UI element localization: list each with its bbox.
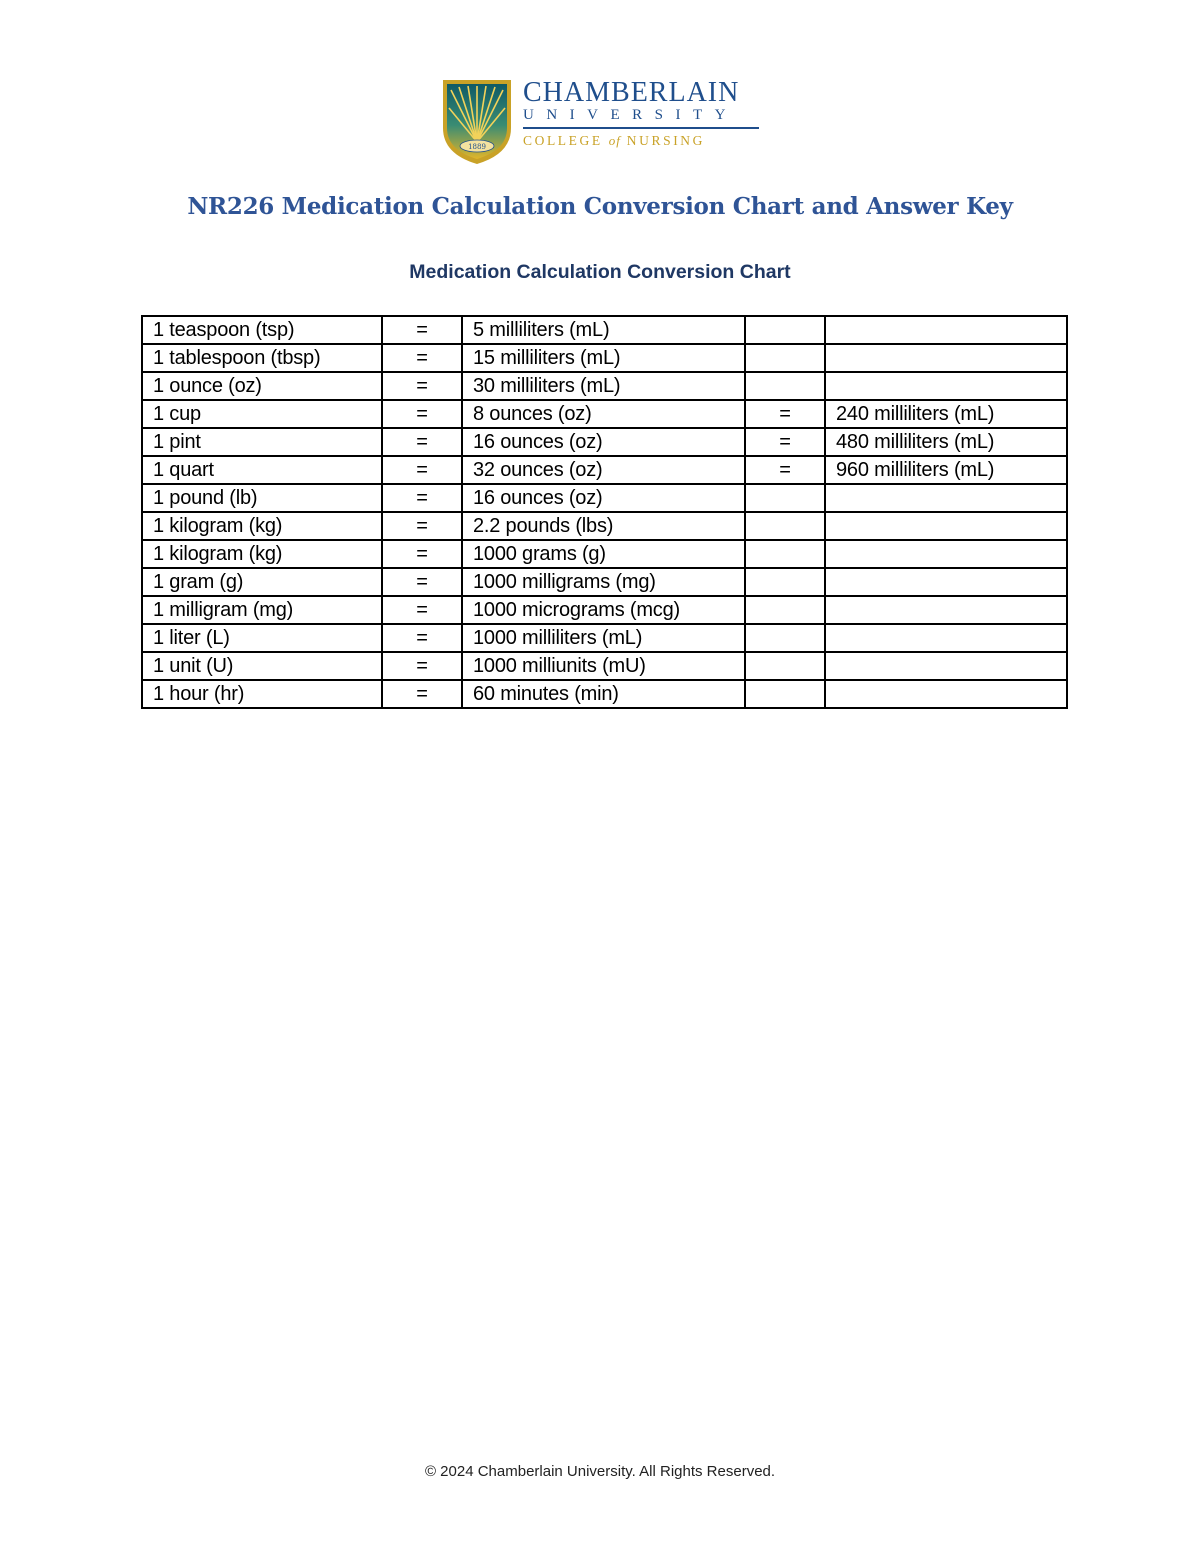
equals-cell: = [382,568,462,596]
equals-cell: = [382,624,462,652]
value-cell: 32 ounces (oz) [462,456,745,484]
equals-cell-2 [745,652,825,680]
value-cell: 1000 milliliters (mL) [462,624,745,652]
conversion-table-body [142,316,1067,708]
university-logo [441,78,761,168]
unit-cell: 1 milligram (mg) [142,596,382,624]
unit-cell: 1 kilogram (kg) [142,512,382,540]
equals-cell-2 [745,512,825,540]
value2-cell [825,680,1067,708]
table-row [142,512,1067,540]
value-cell: 2.2 pounds (lbs) [462,512,745,540]
equals-cell: = [382,400,462,428]
value-cell: 1000 micrograms (mcg) [462,596,745,624]
equals-cell: = [382,344,462,372]
shield-crest-icon [441,78,513,166]
table-row [142,596,1067,624]
value-cell: 60 minutes (min) [462,680,745,708]
value2-cell [825,316,1067,344]
equals-cell-2 [745,540,825,568]
logo-name: CHAMBERLAIN [523,77,740,108]
value-cell: 8 ounces (oz) [462,400,745,428]
table-row [142,316,1067,344]
footer-copyright: © 2024 Chamberlain University. All Rights Reserved. [424,1463,776,1480]
table-row [142,540,1067,568]
value-cell: 16 ounces (oz) [462,428,745,456]
equals-cell-2 [745,596,825,624]
unit-cell: 1 gram (g) [142,568,382,596]
value2-cell [825,652,1067,680]
equals-cell-2 [745,624,825,652]
table-row [142,344,1067,372]
value2-cell [825,484,1067,512]
table-row [142,484,1067,512]
value2-cell: 240 milliliters (mL) [825,400,1067,428]
unit-cell: 1 cup [142,400,382,428]
value2-cell [825,540,1067,568]
chart-title: Medication Calculation Conversion Chart [409,261,791,283]
value2-cell: 960 milliliters (mL) [825,456,1067,484]
crest-year: 1889 [468,143,486,151]
logo-college [523,133,761,149]
unit-cell: 1 ounce (oz) [142,372,382,400]
logo-college-suffix: NURSING [626,133,706,148]
value2-cell [825,624,1067,652]
unit-cell: 1 pound (lb) [142,484,382,512]
unit-cell: 1 kilogram (kg) [142,540,382,568]
value2-cell [825,372,1067,400]
equals-cell-2 [745,344,825,372]
equals-cell: = [382,540,462,568]
value-cell: 15 milliliters (mL) [462,344,745,372]
equals-cell-2: = [745,456,825,484]
equals-cell-2 [745,568,825,596]
equals-cell-2 [745,316,825,344]
value-cell: 1000 milligrams (mg) [462,568,745,596]
value-cell: 1000 milliunits (mU) [462,652,745,680]
table-row [142,456,1067,484]
equals-cell: = [382,680,462,708]
equals-cell-2: = [745,400,825,428]
table-row [142,428,1067,456]
value2-cell [825,568,1067,596]
value-cell: 30 milliliters (mL) [462,372,745,400]
equals-cell-2 [745,484,825,512]
unit-cell: 1 unit (U) [142,652,382,680]
value-cell: 16 ounces (oz) [462,484,745,512]
unit-cell: 1 pint [142,428,382,456]
logo-divider [523,127,759,129]
equals-cell-2: = [745,428,825,456]
equals-cell: = [382,372,462,400]
conversion-table [141,315,1068,709]
equals-cell: = [382,596,462,624]
table-row [142,680,1067,708]
equals-cell: = [382,456,462,484]
equals-cell: = [382,316,462,344]
value2-cell [825,596,1067,624]
value2-cell [825,512,1067,540]
table-row [142,568,1067,596]
table-row [142,652,1067,680]
value-cell: 1000 grams (g) [462,540,745,568]
unit-cell: 1 tablespoon (tbsp) [142,344,382,372]
equals-cell-2 [745,680,825,708]
value2-cell: 480 milliliters (mL) [825,428,1067,456]
document-title: NR226 Medication Calculation Conversion Chart and Answer Key [187,193,1013,220]
unit-cell: 1 liter (L) [142,624,382,652]
logo-university: UNIVERSITY [523,107,738,123]
equals-cell: = [382,484,462,512]
unit-cell: 1 teaspoon (tsp) [142,316,382,344]
equals-cell: = [382,512,462,540]
logo-college-of: of [608,133,621,148]
value-cell: 5 milliliters (mL) [462,316,745,344]
table-row [142,372,1067,400]
equals-cell-2 [745,372,825,400]
value2-cell [825,344,1067,372]
table-row [142,400,1067,428]
equals-cell: = [382,652,462,680]
equals-cell: = [382,428,462,456]
unit-cell: 1 quart [142,456,382,484]
logo-college-prefix: COLLEGE [523,133,603,148]
table-row [142,624,1067,652]
unit-cell: 1 hour (hr) [142,680,382,708]
